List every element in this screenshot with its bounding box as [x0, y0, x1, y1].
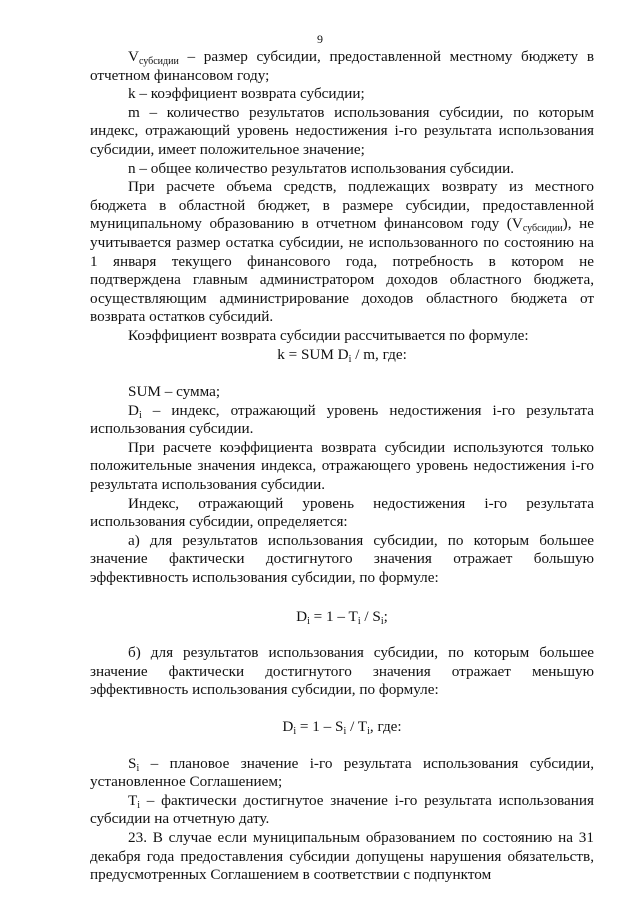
- paragraph-index-definition: Индекс, отражающий уровень недостижения i-го результата использования субсидии, определяется:: [90, 494, 594, 531]
- definition-si: $S_i$ – плановое значение i-го результата использования субсидии, установленное Соглашением;: [90, 754, 594, 791]
- formula-k: k = SUM $D_i$ / m, где:: [277, 345, 407, 365]
- paragraph-case-b: б) для результатов использования субсидии, по которым большее значение фактически достигнутого значения отражает меньшую эффективность использования субсидии, по формуле:: [90, 644, 594, 699]
- definition-n: n – общее количество результатов использования субсидии.: [128, 159, 515, 177]
- page-number: 9: [317, 32, 323, 46]
- definition-sum: SUM – сумма;: [128, 383, 221, 401]
- definition-k: k – коэффициент возврата субсидии;: [128, 85, 365, 103]
- page-body: [90, 48, 594, 885]
- definition-v-subsidy: $V_{субсидии}$ – размер субсидии, предоставленной местному бюджету в отчетном финансовом году;: [90, 48, 594, 84]
- paragraph-coefficient-intro: Коэффициент возврата субсидии рассчитывается по формуле:: [128, 326, 529, 344]
- paragraph-23: 23. В случае если муниципальным образованием по состоянию на 31 декабря года предоставления субсидии допущены нарушения обязательств, предусмотренных Соглашением в соответствии с подпунктом: [90, 828, 594, 884]
- paragraph-positive-values: При расчете коэффициента возврата субсидии используются только положительные значения индекса, отражающего уровень недостижения i-го результата использования субсидии.: [90, 438, 594, 494]
- definition-m: m – количество результатов использования субсидии, по которым индекс, отражающий уровень недостижения i-го результата использования субсидии, имеет положительное значение;: [90, 103, 594, 158]
- paragraph-case-a: а) для результатов использования субсидии, по которым большее значение фактически достигнутого значения отражает большую эффективность использования субсидии, по формуле:: [90, 531, 594, 587]
- definition-ti: $T_i$ – фактически достигнутое значение i-го результата использования субсидии на отчетную дату.: [90, 791, 594, 828]
- formula-a: $D_i = 1 - T_i / S_i$;: [296, 607, 388, 627]
- formula-b: $D_i = 1 - S_i / T_i$, где:: [282, 718, 402, 737]
- definition-di: $D_i$ – индекс, отражающий уровень недостижения i-го результата использования субсидии.: [90, 401, 594, 438]
- paragraph-refund-calculation: При расчете объема средств, подлежащих возврату из местного бюджета в областной бюджет, в размере субсидии, предоставленной муниципальному образованию в отчетном финансовом году $(V_{субсидии})$, не учитывается размер остатка субсидии, не использованного по состоянию на 1 января текущего финансового года, потребность в котором не подтверждена главным администратором доходов областного бюджета, осуществляющим администрирование доходов областного бюджета от возврата остатков субсидий.: [90, 178, 594, 326]
